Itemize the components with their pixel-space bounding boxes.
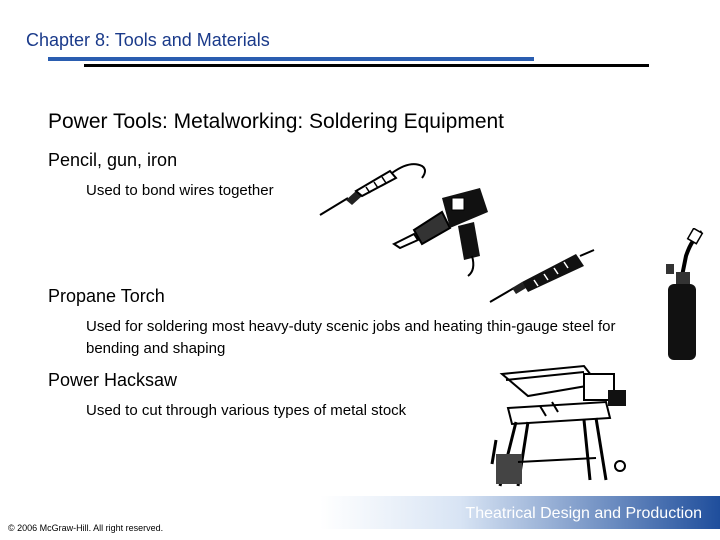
section-heading-power-hacksaw: Power Hacksaw (48, 370, 178, 390)
header-rule-blue (48, 57, 534, 61)
chapter-header: Chapter 8: Tools and Materials (26, 30, 270, 50)
power-hacksaw-image (488, 362, 638, 492)
section-text-power-hacksaw: Used to cut through various types of metal stock (86, 402, 407, 419)
section-text-propane-torch: Used for soldering most heavy-duty scenic jobs and heating thin-gauge steel for bending and shaping (86, 318, 616, 357)
section-text-soldering: Used to bond wires together (86, 182, 274, 199)
slide-title: Power Tools: Metalworking: Soldering Equipment (48, 110, 505, 133)
copyright-notice: © 2006 McGraw-Hill. All right reserved. (8, 523, 164, 533)
section-heading-soldering: Pencil, gun, iron (48, 150, 178, 170)
soldering-iron-image (488, 246, 596, 304)
section-heading-propane-torch: Propane Torch (48, 286, 165, 306)
propane-torch-image (662, 228, 712, 362)
footer-book-title: Theatrical Design and Production (465, 505, 702, 522)
header-rule-black (84, 64, 649, 67)
